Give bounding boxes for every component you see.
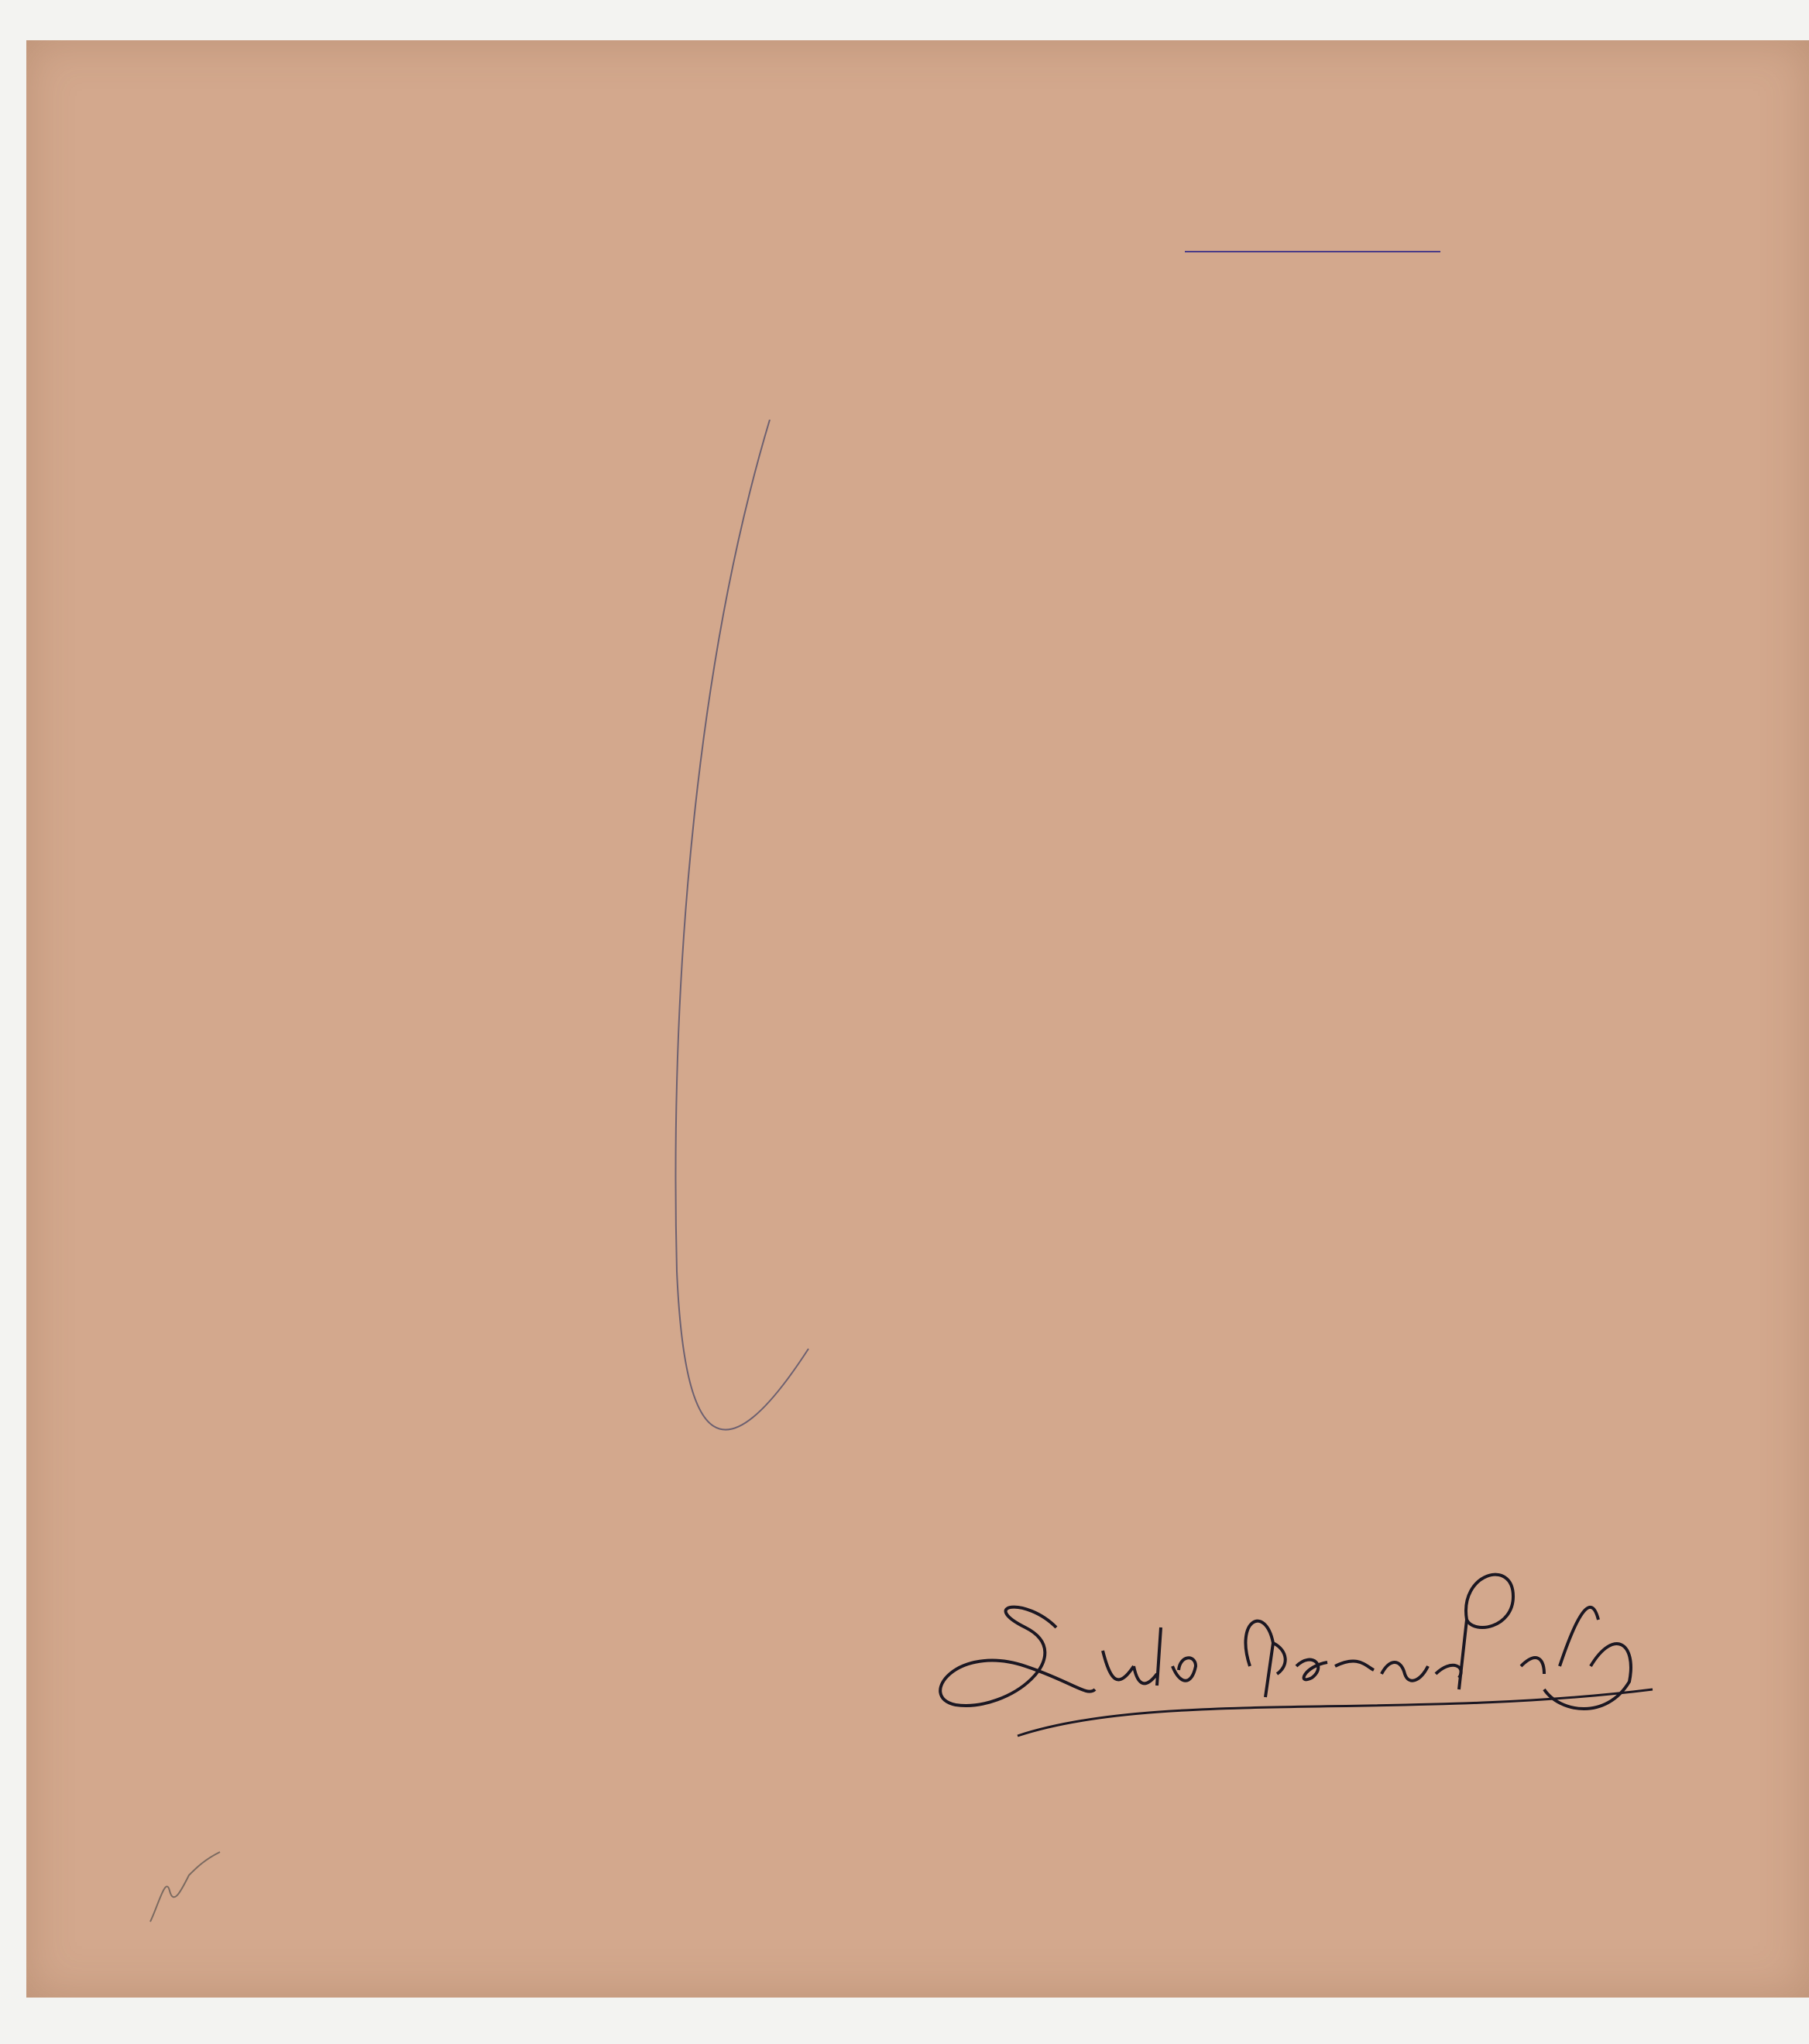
subtitle-underline [1185, 251, 1440, 252]
pencil-loop-mark [654, 420, 839, 1473]
document-paper [26, 40, 1809, 1998]
margin-pencil-note [142, 1844, 235, 1937]
signature [925, 1511, 1684, 1767]
